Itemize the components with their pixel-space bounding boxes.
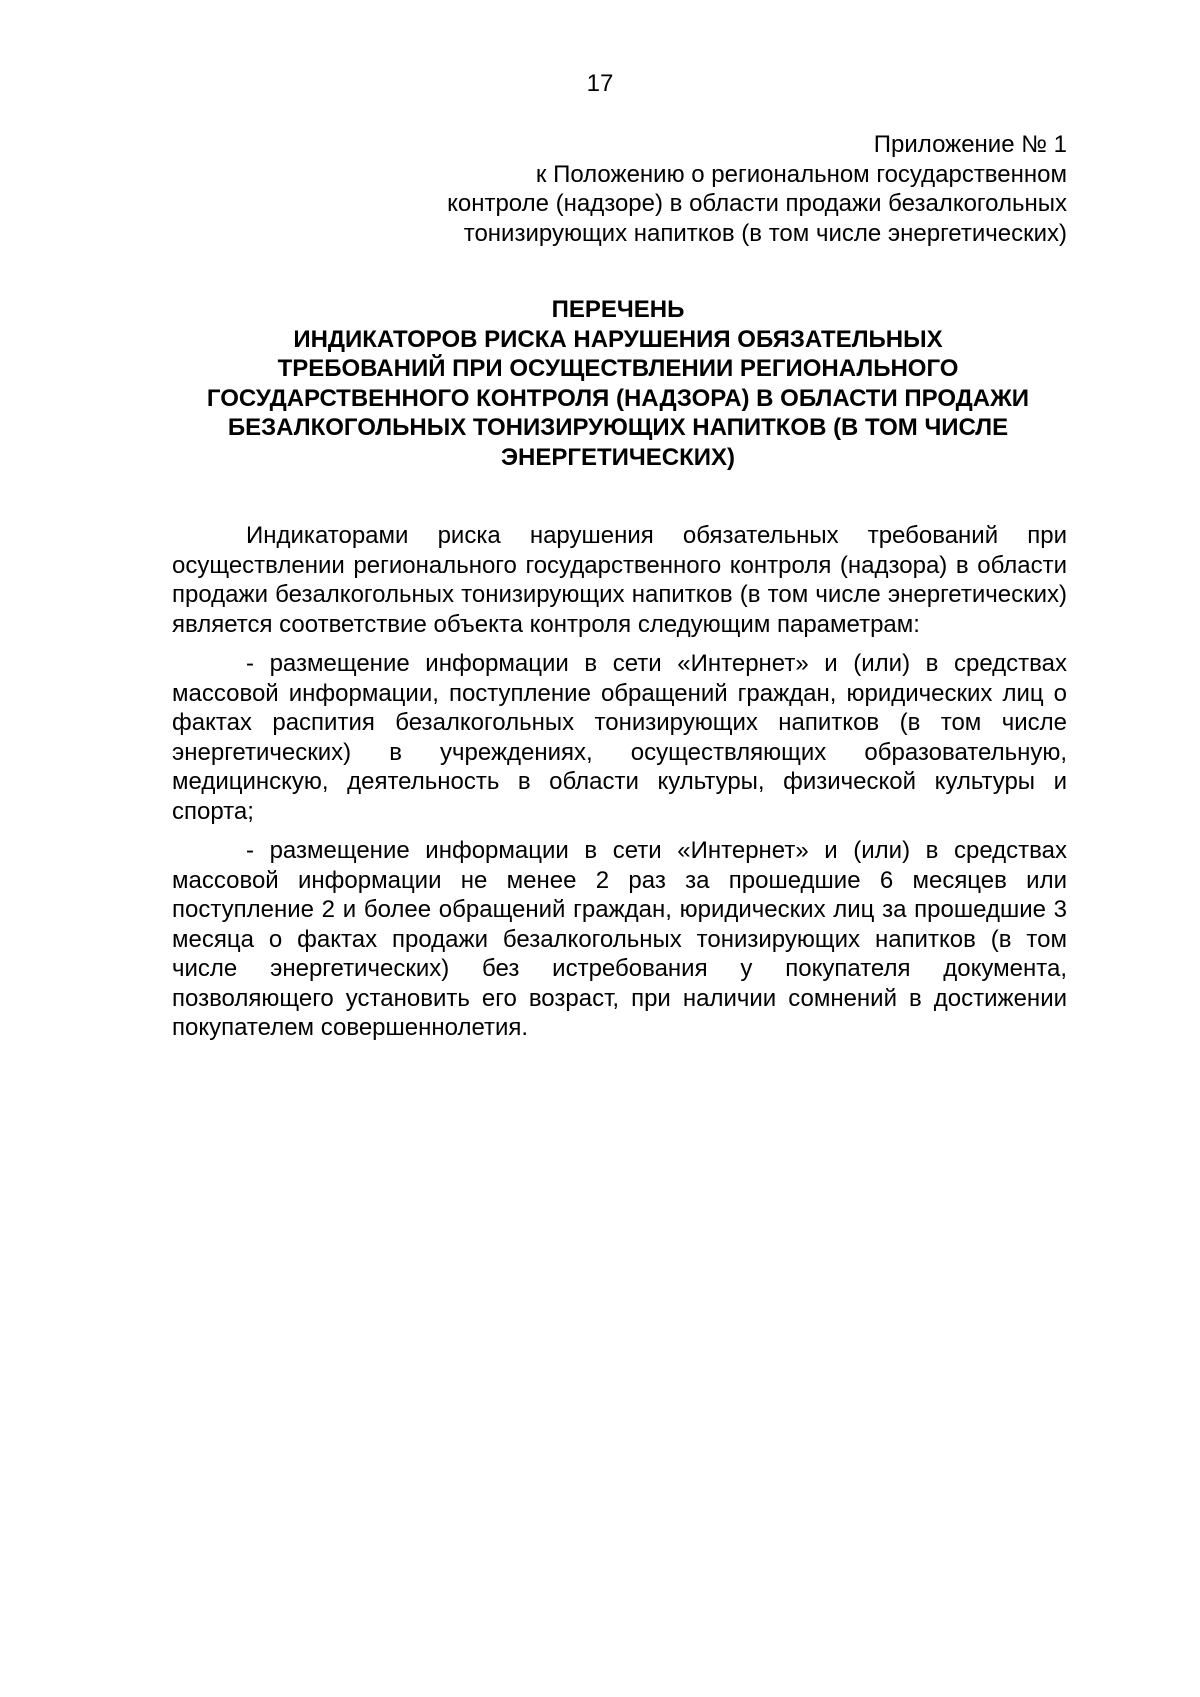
appendix-line: Приложение № 1 [873,131,1067,158]
document-body [172,521,1067,1053]
document-title [170,295,1066,472]
page-number: 17 [586,70,614,97]
title-line: БЕЗАЛКОГОЛЬНЫХ ТОНИЗИРУЮЩИХ НАПИТКОВ (В ТОМ ЧИСЛЕ [227,414,1009,441]
title-line: ПЕРЕЧЕНЬ [551,296,685,323]
appendix-line: контроле (надзоре) в области продажи безалкогольных [447,190,1067,217]
appendix-line: к Положению о региональном государственном [535,160,1067,188]
body-paragraph-indicator-1: - размещение информации в сети «Интернет» и (или) в средствах массовой информации, поступление обращений граждан, юридических лиц о фактах распития безалкогольных тонизирующих напитков (в том числе энергетических) в учреждениях, осуществляющих образовательную, медицинскую, деятельность в области культуры, физической культуры и спорта; [172,650,1067,825]
appendix-header [347,130,1067,248]
body-paragraph-intro: Индикаторами риска нарушения обязательных требований при осуществлении регионального государственного контроля (надзора) в области продажи безалкогольных тонизирующих напитков (в том числе энергетических) является соответствие объекта контроля следующим параметрам: [172,522,1067,638]
body-paragraph-indicator-2: - размещение информации в сети «Интернет» и (или) в средствах массовой информации не менее 2 раз за прошедшие 6 месяцев или поступление 2 и более обращений граждан, юридических лиц за прошедшие 3 месяца о фактах продажи безалкогольных тонизирующих напитков (в том числе энергетических) без истребования у покупателя документа, позволяющего установить его возраст, при наличии сомнений в достижении покупателем совершеннолетия. [172,837,1067,1041]
title-line: ИНДИКАТОРОВ РИСКА НАРУШЕНИЯ ОБЯЗАТЕЛЬНЫХ [293,325,943,353]
title-line: ГОСУДАРСТВЕННОГО КОНТРОЛЯ (НАДЗОРА) В ОБЛАСТИ ПРОДАЖИ [206,384,1030,412]
title-line: ЭНЕРГЕТИЧЕСКИХ) [500,443,736,471]
title-line: ТРЕБОВАНИЙ ПРИ ОСУЩЕСТВЛЕНИИ РЕГИОНАЛЬНОГО [277,355,959,382]
appendix-line: тонизирующих напитков (в том числе энергетических) [463,219,1067,247]
